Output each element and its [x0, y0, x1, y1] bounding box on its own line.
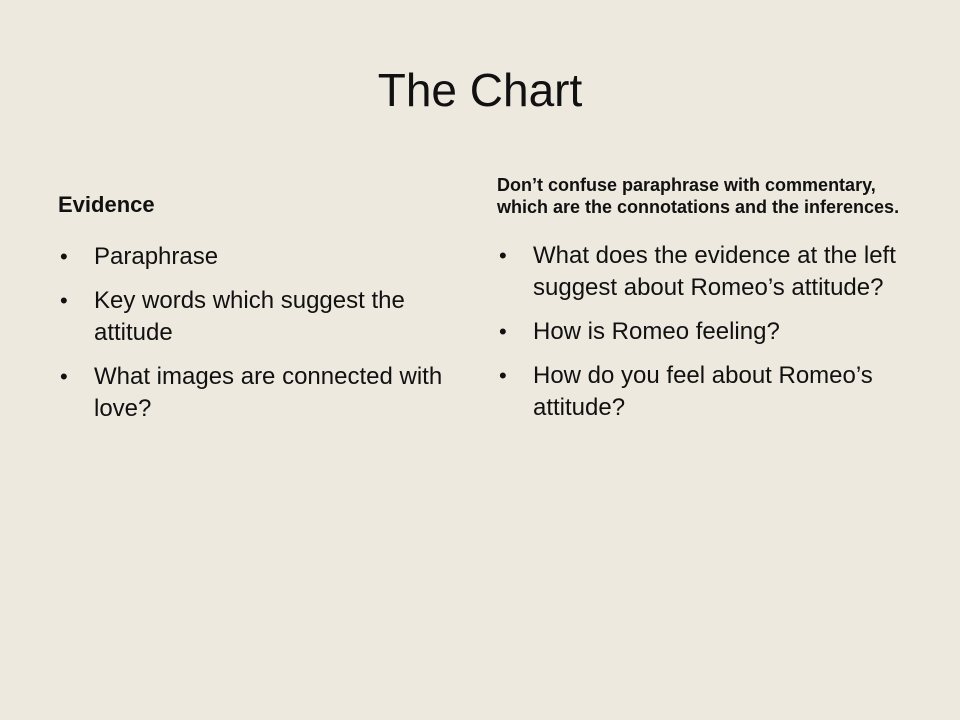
- commentary-list: [497, 240, 907, 424]
- evidence-list: [58, 241, 463, 425]
- evidence-item: [58, 241, 463, 273]
- bullet-icon: •: [60, 288, 68, 313]
- commentary-item: [497, 360, 907, 424]
- evidence-item-text: Key words which suggest the attitude: [94, 287, 405, 346]
- commentary-item-text: How do you feel about Romeo’s attitude?: [533, 362, 873, 421]
- evidence-heading: Evidence: [58, 192, 155, 217]
- bullet-icon: •: [60, 364, 68, 389]
- commentary-item: [497, 316, 907, 348]
- evidence-item-text: Paraphrase: [94, 243, 219, 270]
- commentary-item-text: How is Romeo feeling?: [533, 318, 780, 345]
- bullet-icon: •: [499, 243, 507, 268]
- left-column: [58, 188, 463, 437]
- commentary-heading: Don’t confuse paraphrase with commentary, which are the connotations and the inferences.: [497, 175, 900, 217]
- evidence-item: [58, 285, 463, 349]
- bullet-icon: •: [499, 319, 507, 344]
- commentary-item-text: What does the evidence at the left suggest about Romeo’s attitude?: [533, 242, 896, 301]
- slide-title: The Chart: [377, 64, 583, 116]
- bullet-icon: •: [60, 244, 68, 269]
- evidence-item-text: What images are connected with love?: [94, 363, 443, 422]
- evidence-item: [58, 361, 463, 425]
- commentary-item: [497, 240, 907, 304]
- right-column: [497, 174, 907, 436]
- bullet-icon: •: [499, 363, 507, 388]
